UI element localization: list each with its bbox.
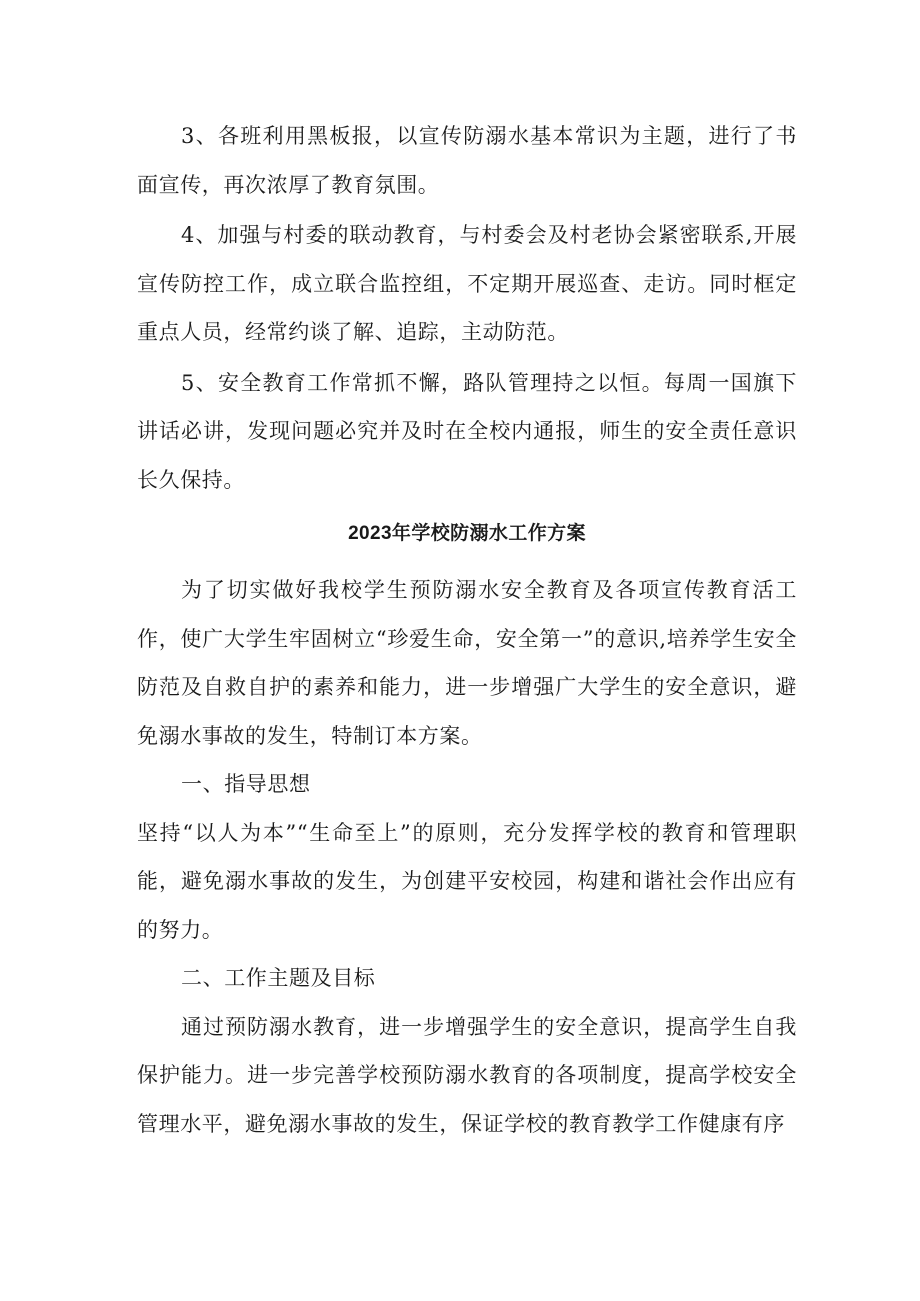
- section-body-theme-goals: 通过预防溺水教育，进一步增强学生的安全意识，提高学生自我保护能力。进一步完善学校预防溺水教育的各项制度，提高学校安全管理水平，避免溺水事故的发生，保证学校的教育教学工作健康有序: [137, 1014, 797, 1136]
- section-heading-theme-goals: 二、工作主题及目标: [181, 966, 376, 990]
- item-number: 3: [181, 124, 195, 148]
- list-item-4: [137, 211, 797, 357]
- item-number: 4: [181, 223, 195, 247]
- list-item-5: [137, 359, 797, 505]
- item-text: 、加强与村委的联动教育，与村委会及村老协会紧密联系,开展宣传防控工作，成立联合监控组，不定期开展巡查、走访。同时框定重点人员，经常约谈了解、追踪，主动防范。: [137, 223, 797, 344]
- item-text: 、安全教育工作常抓不懈，路队管理持之以恒。每周一国旗下讲话必讲，发现问题必究并及时在全校内通报，师生的安全责任意识长久保持。: [137, 370, 797, 492]
- section-body-guiding-ideology: 坚持“以人为本”“生命至上”的原则，充分发挥学校的教育和管理职能，避免溺水事故的发生，为创建平安校园，构建和谐社会作出应有的努力。: [137, 820, 797, 942]
- document-page: [137, 112, 797, 1148]
- item-number: 5: [181, 370, 195, 395]
- section-heading-guiding-ideology: 一、指导思想: [181, 772, 311, 796]
- list-item-3: [137, 112, 797, 209]
- item-text: 、各班利用黑板报，以宣传防溺水基本常识为主题，进行了书面宣传，再次浓厚了教育氛围。: [137, 124, 797, 197]
- document-title: 2023年学校防溺水工作方案: [348, 523, 586, 544]
- intro-paragraph: 为了切实做好我校学生预防溺水安全教育及各项宣传教育活工作，使广大学生牢固树立“珍爱生命，安全第一”的意识,培养学生安全防范及自救自护的素养和能力，进一步增强广大学生的安全意识，避免溺水事故的发生，特制订本方案。: [137, 578, 797, 748]
